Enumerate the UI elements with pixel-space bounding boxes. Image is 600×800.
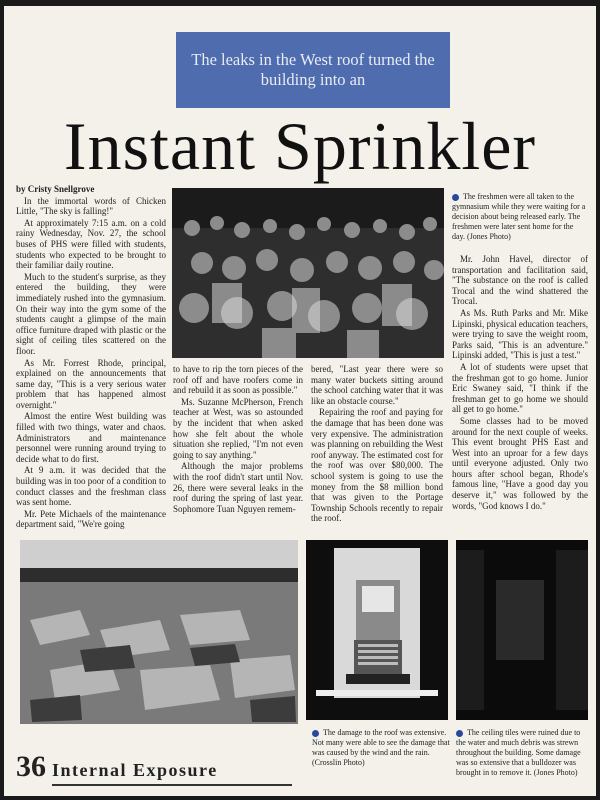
col3-para: Repairing the roof and paying for the damage that has been done was very expensive. The administration was planning on rebuilding the West roof anyway. The estimated cost for the roof was over $80,000. The school system is going to use the money from the $8 million bond that was given to the Portage Township Schools recently to repair the roof.: [311, 407, 443, 524]
caption-bullet-icon: [456, 730, 463, 737]
caption-bullet-icon: [452, 194, 459, 201]
roof-damage-photo: [20, 540, 298, 724]
column-3: [311, 364, 443, 525]
caption-roof-text: The damage to the roof was extensive. Not many were able to see the damage that was caused by the wind and the rain. (Crosslin Photo): [312, 728, 450, 767]
column-4: [452, 254, 588, 512]
col1-para: Much to the student's surprise, as they entered the building, they were immediately rushed into the gymnasium. On their way into the gym some of the students caught a glimpse of the main office furniture draped with plastic or the sight of ceiling tiles scattered on the floor.: [16, 271, 166, 356]
col3-para: bered, "Last year there were so many water buckets sitting around the school catching water that it was like an obstacle course.": [311, 364, 443, 406]
headline-banner: [176, 32, 450, 108]
footer-rule: [52, 784, 292, 786]
col1-para: Mr. Pete Michaels of the maintenance department said, "We're going: [16, 508, 166, 530]
bulldozer-image: [306, 540, 448, 720]
roof-damage-image: [20, 540, 298, 724]
col4-para: A lot of students were upset that the freshman got to go home. Junior Eric Swaney said, "I think if the freshman get to go home we should all get to go home.": [452, 361, 588, 415]
yearbook-page: [4, 6, 596, 796]
section-title: Internal Exposure: [52, 760, 218, 780]
article-title: Instant Sprinkler: [63, 108, 537, 184]
caption-bullet-icon: [312, 730, 319, 737]
hallway-image: [456, 540, 588, 720]
caption-hallway-photo: [456, 728, 590, 778]
banner-text: The leaks in the West roof turned the building into an: [191, 50, 435, 89]
gymnasium-crowd-photo: [172, 188, 444, 358]
col2-para: Although the major problems with the roof didn't start until Nov. 26, there were several leaks in the roof during the spring of last year. Sophomore Tuan Nguyen remem-: [173, 461, 303, 514]
caption-roof-photo: [312, 728, 450, 768]
page-number: 36: [16, 750, 46, 783]
col1-para: Almost the entire West building was filled with two things, water and chaos. Administrators and maintenance personnel were running around trying to decide what to do first.: [16, 411, 166, 464]
col4-para: Some classes had to be moved around for the next couple of weeks. This event brought PHS East and West into an uproar for a few days until everyone adjusted. Only two hours after school began, Rhode's famous line, "Have a good day you deserve it," was followed by the words, "God knows I do.": [452, 415, 588, 511]
col1-para: At 9 a.m. it was decided that the building was in too poor of a condition to conduct classes and the freshman class was sent home.: [16, 465, 166, 508]
col2-para: Ms. Suzanne McPherson, French teacher at West, was so astounded by the incident that when asked how she felt about the whole situation she replied, "I'm not even going to say anything.": [173, 396, 303, 460]
byline: by Cristy Snellgrove: [16, 184, 95, 194]
col1-para: As Mr. Forrest Rhode, principal, explained on the announcements that same day, "This is a very serious water problem that has happened almost overnight.": [16, 357, 166, 410]
hallway-photo: [456, 540, 588, 720]
page-footer: [14, 750, 314, 790]
column-2: [173, 364, 303, 515]
gymnasium-crowd-image: [172, 188, 444, 358]
col1-para: In the immortal words of Chicken Little, "The sky is falling!": [16, 195, 166, 217]
col4-para: Mr. John Havel, director of transportation and facilitation said, "The substance on the roof is called Trocal and the wind shattered the Trocal.: [452, 254, 588, 307]
column-1: [16, 184, 166, 531]
col4-para: As Ms. Ruth Parks and Mr. Mike Lipinski, physical education teachers, were trying to save the weight room, Parks said, "This is an adventure." Lipinski added, "This is just a test.": [452, 307, 588, 361]
caption-gym-text: The freshmen were all taken to the gymnasium while they were waiting for a decision about being released early. The freshmen were later sent home for the day. (Jones Photo): [452, 192, 586, 241]
col1-para: At approximately 7:15 a.m. on a cold rainy Wednesday, Nov. 27, the school buses of PHS were filled with students, students who expected to be brought to their familiar daily routine.: [16, 217, 166, 271]
col2-para: to have to rip the torn pieces of the roof off and have roofers come in and rebuild it as soon as possible.": [173, 364, 303, 396]
caption-gym-photo: [452, 192, 586, 242]
bulldozer-photo: [306, 540, 448, 720]
caption-hallway-text: The ceiling tiles were ruined due to the water and much debris was strewn throughout the building. Some damage was so extensive that a bulldozer was brought in to remove it. (Jones Photo): [456, 728, 581, 777]
